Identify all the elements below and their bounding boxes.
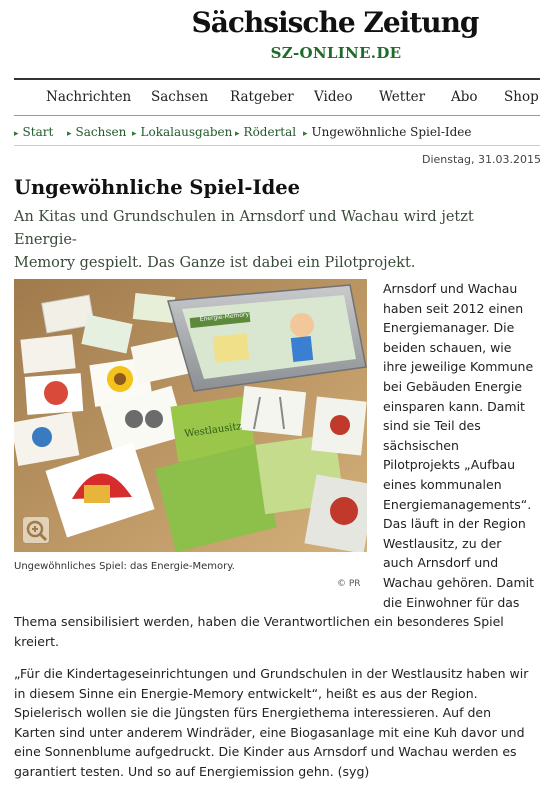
body-text-line: Arnsdorf und Wachau bbox=[383, 281, 518, 296]
nav-item-abo[interactable]: Abo bbox=[451, 89, 478, 105]
body-text-line: sind sie Teil des bbox=[383, 418, 481, 434]
nav-item-ratgeber[interactable]: Ratgeber bbox=[230, 89, 294, 105]
body-text-line: einsparen kann. Damit bbox=[383, 398, 525, 414]
nav-item-nachrichten[interactable]: Nachrichten bbox=[46, 89, 132, 105]
breadcrumb bbox=[14, 124, 540, 146]
breadcrumb-label: Lokalausgaben bbox=[140, 125, 233, 139]
body-text-line: bei Gebäuden Energie bbox=[383, 378, 523, 394]
breadcrumb-start[interactable] bbox=[14, 125, 53, 139]
body-text-line: Westlausitz, zu der bbox=[383, 535, 502, 551]
site-logo[interactable]: Sächsische Zeitung bbox=[191, 6, 479, 39]
nav-item-sachsen[interactable]: Sachsen bbox=[151, 89, 209, 105]
lead-line: An Kitas und Grundschulen in Arnsdorf und Wachau wird jetzt Energie- bbox=[14, 209, 474, 248]
breadcrumb-label: Ungewöhnliche Spiel-Idee bbox=[311, 125, 472, 139]
breadcrumb-roedertal[interactable] bbox=[235, 125, 296, 139]
breadcrumb-lokalausgaben[interactable] bbox=[132, 125, 232, 139]
nav-item-video[interactable]: Video bbox=[314, 89, 353, 105]
article-body-paragraph bbox=[14, 664, 544, 782]
chevron-right-icon: ▸ bbox=[67, 129, 72, 139]
body-text-line: „Für die Kindertageseinrichtungen und Grundschulen in der Westlausitz haben wir bbox=[14, 666, 529, 681]
chevron-right-icon: ▸ bbox=[14, 129, 19, 139]
body-text-line: Das läuft in der Region bbox=[383, 516, 526, 532]
zoom-button[interactable] bbox=[22, 516, 50, 544]
body-text-line: Thema sensibilisiert werden, haben die Verantwortlichen ein besonderes Spiel bbox=[14, 614, 504, 629]
breadcrumb-label: Sachsen bbox=[75, 125, 127, 139]
body-text-line: auch Arnsdorf und bbox=[383, 555, 499, 571]
article-body-continuation bbox=[14, 612, 544, 651]
article-body-column bbox=[383, 279, 543, 612]
tin-label: Energie-Memory bbox=[199, 310, 250, 324]
article-lead bbox=[14, 206, 540, 275]
breadcrumb-label: Rödertal bbox=[243, 125, 297, 139]
card-label: Westlausitz bbox=[183, 421, 243, 440]
body-text-line: in diesem Sinne ein Energie-Memory entwickelt“, heißt es aus der Region. bbox=[14, 685, 478, 701]
article-headline: Ungewöhnliche Spiel-Idee bbox=[14, 176, 301, 199]
body-text-line: Energiemanagements“. bbox=[383, 496, 532, 512]
body-text-line: Energiemanager. Die bbox=[383, 320, 515, 336]
body-text-line: Wachau gehören. Damit bbox=[383, 574, 535, 590]
lead-line: Memory gespielt. Das Ganze ist dabei ein Pilotprojekt. bbox=[14, 255, 416, 271]
body-text-line: Pilotprojekts „Aufbau bbox=[383, 457, 516, 473]
article-photo[interactable] bbox=[14, 279, 367, 552]
breadcrumb-sachsen[interactable] bbox=[67, 125, 126, 139]
body-text-line: garantiert testen. Und so auf Energiemission gehn. (syg) bbox=[14, 763, 370, 779]
body-text-line: haben seit 2012 einen bbox=[383, 300, 524, 316]
breadcrumb-current bbox=[303, 125, 472, 139]
body-text-line: eines kommunalen bbox=[383, 476, 502, 492]
site-url[interactable]: SZ-ONLINE.DE bbox=[270, 44, 402, 62]
chevron-right-icon: ▸ bbox=[235, 129, 240, 139]
body-text-line: die Einwohner für das bbox=[383, 594, 520, 610]
main-nav bbox=[14, 78, 540, 116]
body-text-line: kreiert. bbox=[14, 633, 59, 649]
breadcrumb-label: Start bbox=[22, 125, 54, 139]
chevron-right-icon: ▸ bbox=[132, 129, 137, 139]
memory-game-photo bbox=[14, 279, 367, 552]
zoom-in-icon bbox=[23, 517, 51, 545]
article-date: Dienstag, 31.03.2015 bbox=[421, 153, 541, 166]
body-text-line: sächsischen bbox=[383, 437, 459, 453]
body-text-line: Spielerisch wollen sie die Jüngsten fürs Energiethema interessieren. Auf den bbox=[14, 705, 492, 721]
photo-credit: © PR bbox=[337, 579, 361, 589]
masthead bbox=[0, 0, 553, 74]
photo-caption: Ungewöhnliches Spiel: das Energie-Memory. bbox=[14, 561, 235, 572]
body-text-line: beiden schauen, wie bbox=[383, 339, 512, 355]
nav-item-wetter[interactable]: Wetter bbox=[379, 89, 426, 105]
body-text-line: Karten sind unter anderem Windräder, eine Biogasanlage mit eine Kuh davor und bbox=[14, 724, 525, 740]
body-text-line: ihre jeweilige Kommune bbox=[383, 359, 534, 375]
nav-item-shop[interactable]: Shop bbox=[504, 89, 539, 105]
body-text-line: eine Sonnenblume aufgedruckt. Die Kinder aus Arnsdorf und Wachau werden es bbox=[14, 744, 517, 760]
chevron-right-icon: ▸ bbox=[303, 129, 308, 139]
